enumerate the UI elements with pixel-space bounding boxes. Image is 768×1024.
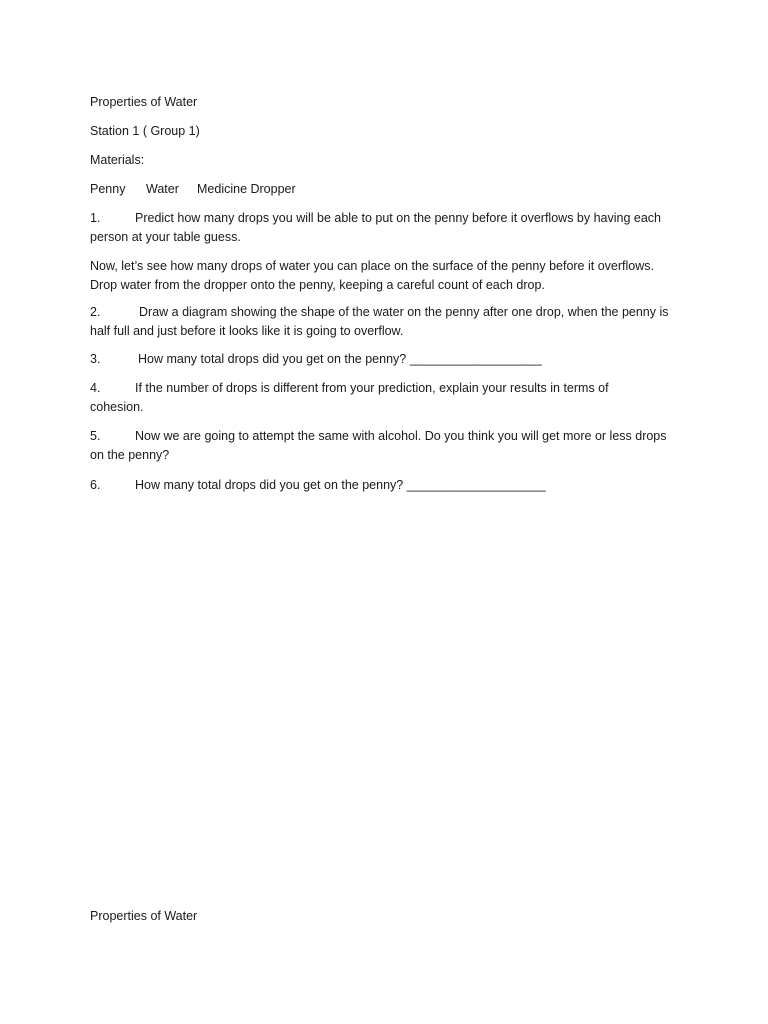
question-text: Draw a diagram showing the shape of the water on the penny after one drop, when the penny is xyxy=(139,305,669,319)
station-label: Station 1 ( Group 1) xyxy=(90,124,200,138)
page-title: Properties of Water xyxy=(90,95,198,109)
question-text: cohesion. xyxy=(90,400,144,414)
materials-heading: Materials: xyxy=(90,153,145,167)
material-item-penny: Penny xyxy=(90,182,126,196)
question-6 xyxy=(90,476,546,495)
question-4 xyxy=(90,379,690,417)
intro-line: Now, let’s see how many drops of water you can place on the surface of the penny before it overflows. xyxy=(90,259,654,273)
question-5 xyxy=(90,427,690,465)
material-item-dropper: Medicine Dropper xyxy=(197,182,296,196)
question-text: How many total drops did you get on the penny? ____________________ xyxy=(135,478,546,492)
question-number: 4. xyxy=(90,381,101,395)
question-number: 2. xyxy=(90,305,101,319)
question-number: 1. xyxy=(90,211,101,225)
question-text: How many total drops did you get on the penny? ___________________ xyxy=(138,352,542,366)
question-2 xyxy=(90,303,690,341)
question-text: Now we are going to attempt the same with alcohol. Do you think you will get more or less drops xyxy=(135,429,667,443)
question-1 xyxy=(90,209,690,247)
question-text: If the number of drops is different from your prediction, explain your results in terms of xyxy=(135,381,609,395)
materials-list xyxy=(90,180,296,199)
question-number: 5. xyxy=(90,429,101,443)
question-text: person at your table guess. xyxy=(90,230,241,244)
question-text: on the penny? xyxy=(90,448,170,462)
intro-paragraph xyxy=(90,257,690,295)
material-item-water: Water xyxy=(146,182,179,196)
intro-line: Drop water from the dropper onto the penny, keeping a careful count of each drop. xyxy=(90,278,545,292)
question-text: Predict how many drops you will be able to put on the penny before it overflows by having each xyxy=(135,211,662,225)
question-number: 6. xyxy=(90,478,101,492)
question-number: 3. xyxy=(90,352,101,366)
question-3 xyxy=(90,350,542,369)
footer-title: Properties of Water xyxy=(90,909,198,923)
question-text: half full and just before it looks like it is going to overflow. xyxy=(90,324,404,338)
